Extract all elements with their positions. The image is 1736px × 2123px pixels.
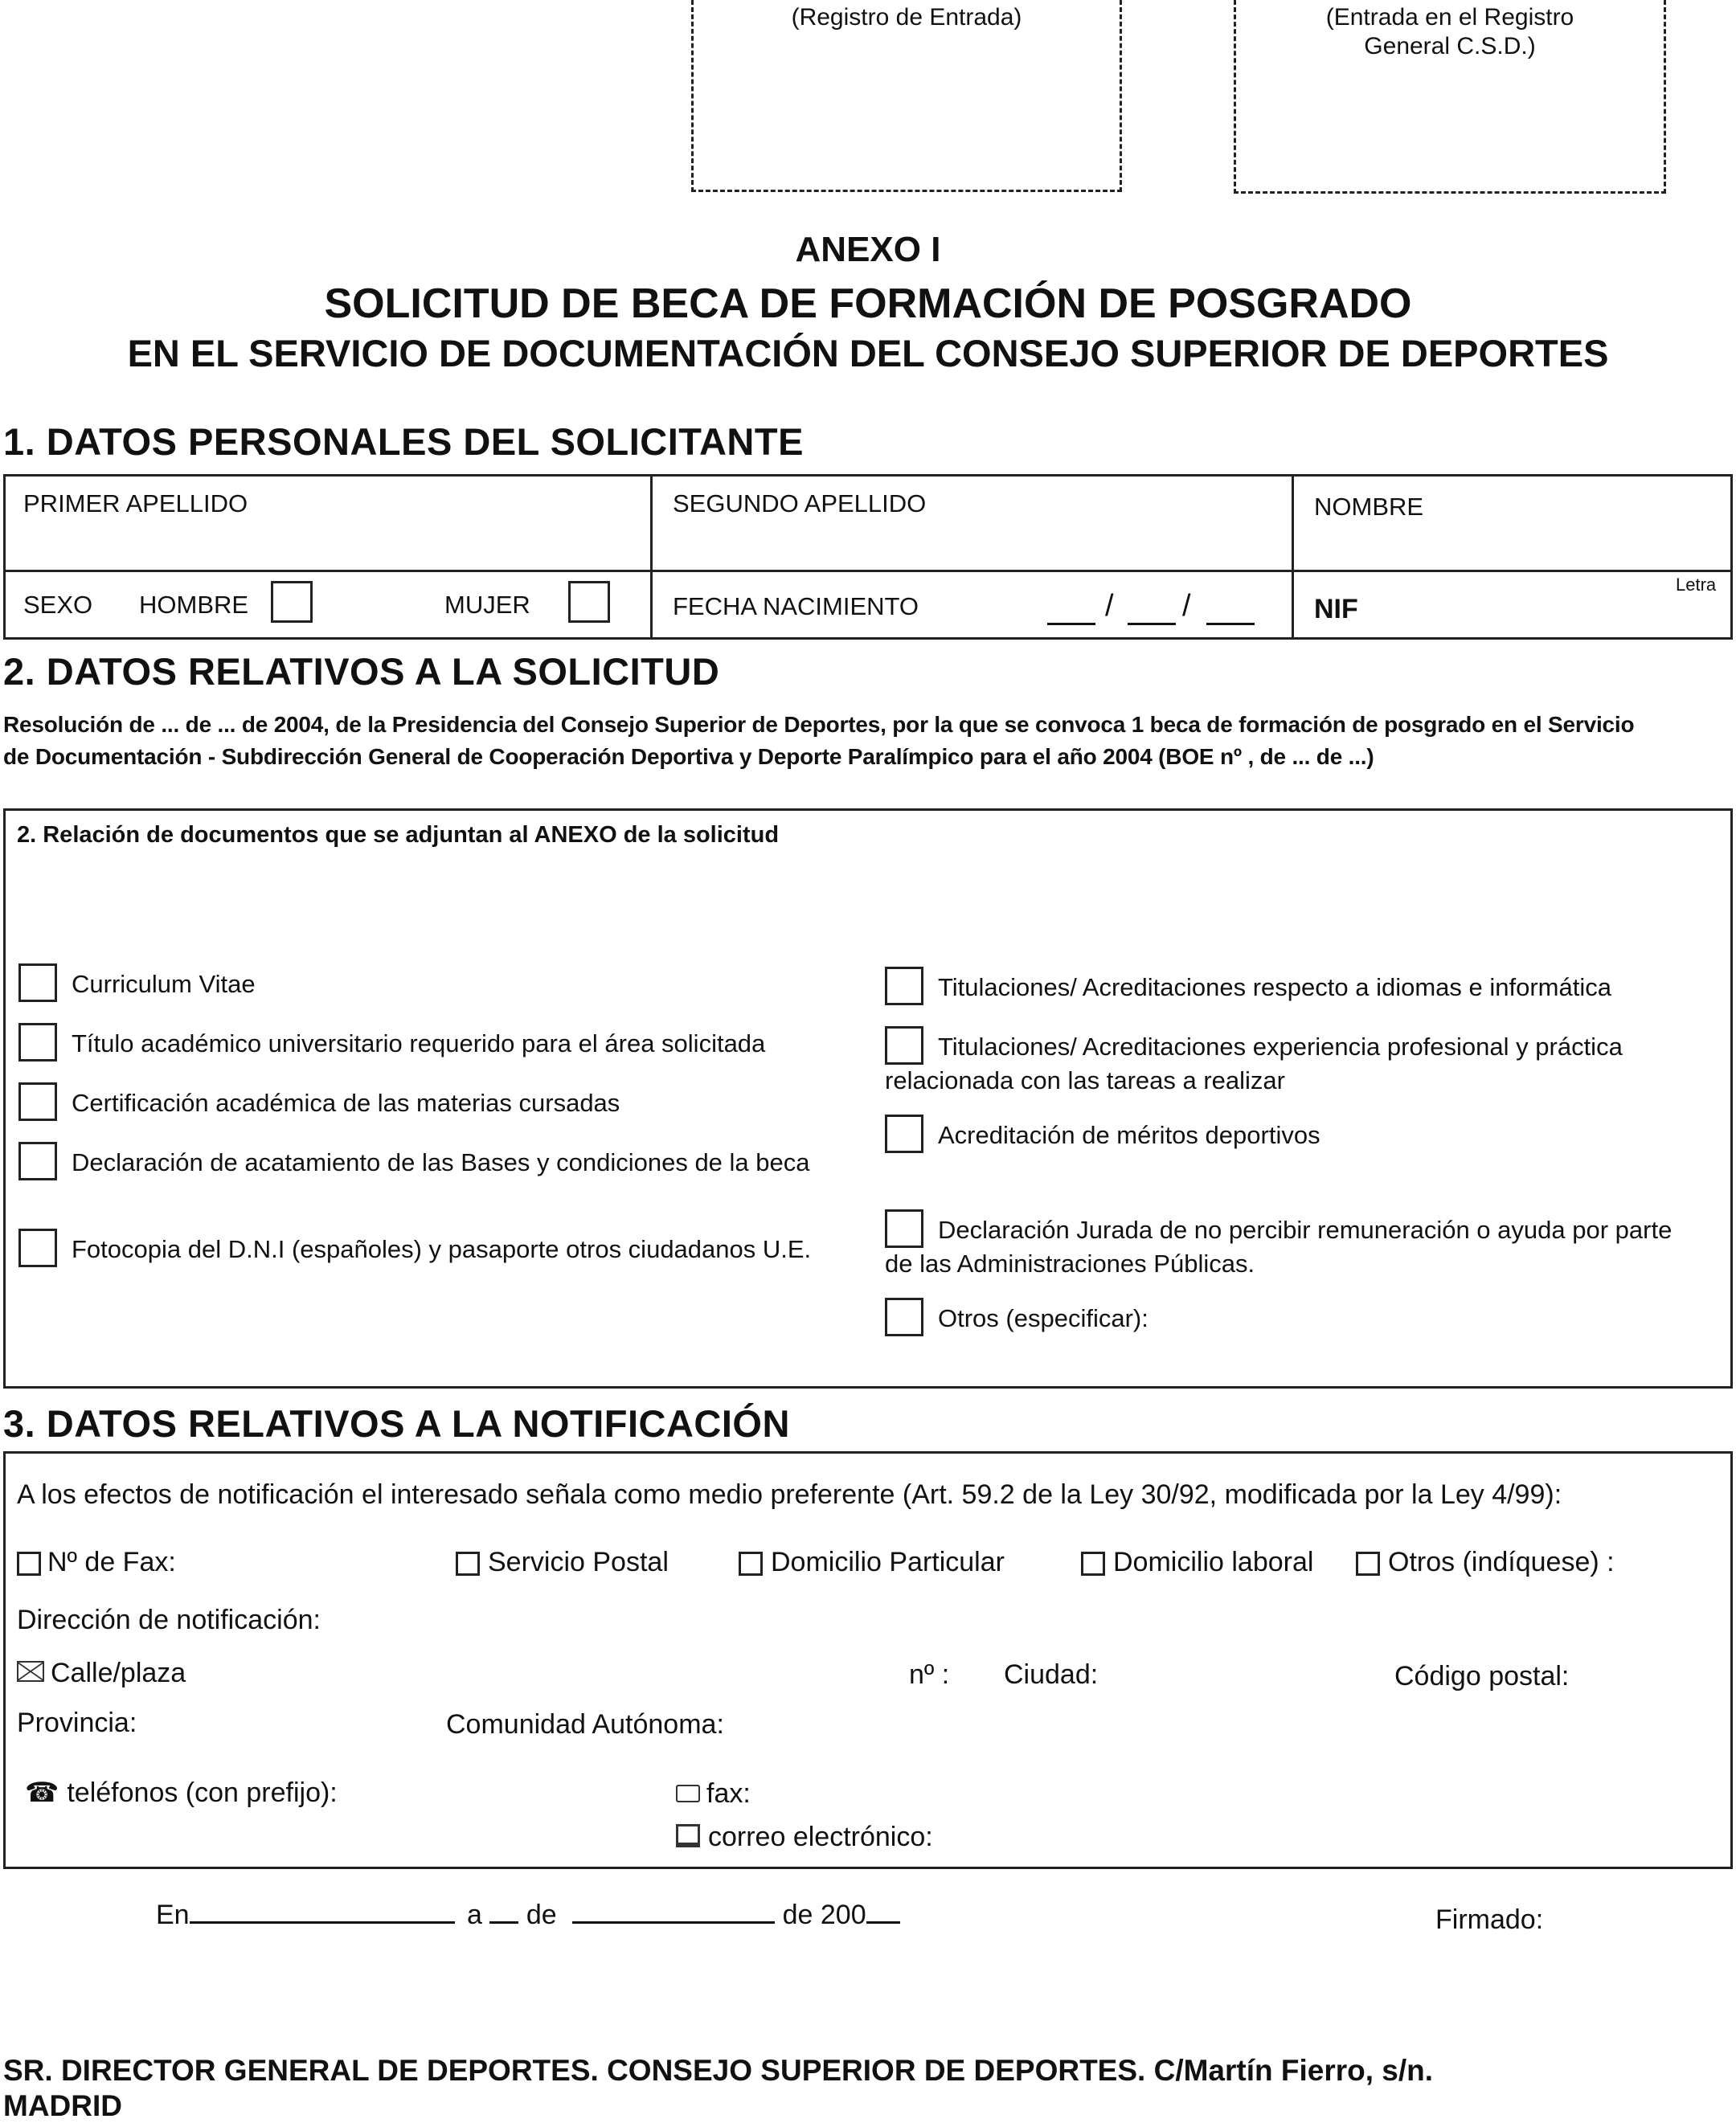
fecha-nacimiento-input[interactable] (1047, 584, 1256, 624)
checkbox[interactable] (739, 1552, 763, 1576)
doc-titulo-academico[interactable]: Título académico universitario requerido para el área solicitada (18, 1023, 862, 1062)
fax-icon (676, 1785, 700, 1802)
option-fax[interactable]: Nº de Fax: (17, 1547, 176, 1578)
doc-experiencia-profesional[interactable]: Titulaciones/ Acreditaciones experiencia profesional y práctica relacionada con las tareas a realizar (885, 1026, 1729, 1097)
anio-input[interactable] (866, 1918, 900, 1924)
doc-fotocopia-dni[interactable]: Fotocopia del D.N.I (españoles) y pasaporte otros ciudadanos U.E. (18, 1229, 822, 1267)
segundo-apellido-field[interactable]: SEGUNDO APELLIDO (673, 489, 927, 517)
hombre-checkbox[interactable] (271, 581, 313, 623)
phone-icon: ☎ (25, 1777, 59, 1808)
hombre-label: HOMBRE (139, 591, 249, 619)
comunidad-field[interactable]: Comunidad Autónoma: (446, 1709, 724, 1740)
calle-field[interactable]: Calle/plaza (17, 1658, 186, 1689)
documents-box-title: 2. Relación de documentos que se adjuntan al ANEXO de la solicitud (17, 822, 780, 848)
anexo-title: ANEXO I (795, 230, 941, 269)
mes-input[interactable] (572, 1918, 775, 1924)
personal-data-table (3, 474, 1733, 640)
telefonos-field[interactable]: ☎ teléfonos (con prefijo): (25, 1777, 338, 1808)
checkbox[interactable] (885, 1298, 923, 1336)
addressee-city: MADRID (3, 2089, 122, 2122)
a-label: a (467, 1900, 482, 1930)
de-label: de (526, 1900, 557, 1930)
form-subtitle: EN EL SERVICIO DE DOCUMENTACIÓN DEL CONSEJO SUPERIOR DE DEPORTES (127, 332, 1609, 374)
checkbox[interactable] (18, 1142, 57, 1180)
checkbox[interactable] (885, 1209, 923, 1248)
mujer-checkbox[interactable] (568, 581, 610, 623)
doc-otros[interactable]: Otros (especificar): (885, 1298, 1729, 1336)
doc-meritos-deportivos[interactable]: Acreditación de méritos deportivos (885, 1115, 1729, 1153)
dia-input[interactable] (489, 1918, 518, 1924)
primer-apellido-field[interactable]: PRIMER APELLIDO (23, 489, 248, 517)
doc-certificacion[interactable]: Certificación académica de las materias cursadas (18, 1082, 862, 1121)
provincia-field[interactable]: Provincia: (17, 1708, 137, 1738)
envelope-icon (17, 1661, 44, 1682)
option-domicilio-laboral[interactable]: Domicilio laboral (1081, 1547, 1313, 1578)
checkbox[interactable] (18, 1082, 57, 1121)
nif-field[interactable]: NIF (1314, 594, 1358, 624)
ciudad-field[interactable]: Ciudad: (1004, 1659, 1099, 1690)
lugar-input[interactable] (190, 1918, 455, 1924)
stamp-caption: (Entrada en el Registro General C.S.D.) (1325, 4, 1574, 59)
mujer-label: MUJER (444, 591, 530, 619)
de200-label: de 200 (782, 1900, 866, 1930)
doc-declaracion-acatamiento[interactable]: Declaración de acatamiento de las Bases y condiciones de la beca (18, 1142, 822, 1180)
checkbox[interactable] (18, 1023, 57, 1062)
option-servicio-postal[interactable]: Servicio Postal (456, 1547, 669, 1578)
codigo-postal-field[interactable]: Código postal: (1394, 1661, 1570, 1691)
option-domicilio-particular[interactable]: Domicilio Particular (739, 1547, 1005, 1578)
checkbox[interactable] (456, 1552, 480, 1576)
checkbox[interactable] (1356, 1552, 1380, 1576)
checkbox[interactable] (1081, 1552, 1105, 1576)
computer-icon (676, 1824, 700, 1847)
fax-field[interactable]: fax: (676, 1778, 751, 1810)
doc-curriculum[interactable]: Curriculum Vitae (18, 963, 862, 1002)
numero-field[interactable]: nº : (909, 1659, 950, 1690)
checkbox[interactable] (885, 1026, 923, 1065)
nombre-field[interactable]: NOMBRE (1314, 493, 1424, 521)
checkbox[interactable] (885, 1115, 923, 1153)
firmado-label: Firmado: (1435, 1904, 1544, 1935)
checkbox[interactable] (885, 967, 923, 1005)
notification-intro: A los efectos de notificación el interesado señala como medio preferente (Art. 59.2 de la Ley 30/92, modificada por la Ley 4/99): (17, 1479, 1562, 1510)
checkbox[interactable] (18, 963, 57, 1002)
notification-box (3, 1451, 1733, 1869)
signature-line (156, 1900, 900, 1931)
doc-declaracion-jurada[interactable]: Declaración Jurada de no percibir remuneración o ayuda por parte de las Administraciones Públicas. (885, 1209, 1705, 1280)
stamp-registro-general (1234, 0, 1666, 194)
section-1-heading: 1. DATOS PERSONALES DEL SOLICITANTE (3, 420, 804, 463)
section-3-heading: 3. DATOS RELATIVOS A LA NOTIFICACIÓN (3, 1402, 790, 1445)
direccion-label: Dirección de notificación: (17, 1605, 321, 1635)
correo-field[interactable]: correo electrónico: (676, 1822, 933, 1853)
sexo-label: SEXO (23, 591, 93, 619)
resolution-text: Resolución de ... de ... de 2004, de la Presidencia del Consejo Superior de Deportes, por la que se convoca 1 beca de formación de posgrado en el Servicio de Documentación - Subdirección General de Cooperación Deportiva y Deporte Paralímpico para el año 2004 (BOE nº , de ... de ...) (3, 712, 1635, 769)
form-title: SOLICITUD DE BECA DE FORMACIÓN DE POSGRADO (324, 280, 1412, 327)
doc-idiomas-informatica[interactable]: Titulaciones/ Acreditaciones respecto a idiomas e informática (885, 967, 1729, 1005)
option-otros[interactable]: Otros (indíquese) : (1356, 1547, 1615, 1578)
letra-label: Letra (1676, 575, 1717, 595)
checkbox[interactable] (17, 1552, 41, 1576)
documents-box (3, 808, 1733, 1389)
fecha-nacimiento-label: FECHA NACIMIENTO (673, 592, 919, 620)
date-separator: / (1105, 589, 1114, 623)
stamp-caption: (Registro de Entrada) (791, 4, 1022, 31)
stamp-registro-entrada (691, 0, 1122, 192)
addressee-line: SR. DIRECTOR GENERAL DE DEPORTES. CONSEJO SUPERIOR DE DEPORTES. C/Martín Fierro, s/n. (3, 2054, 1434, 2087)
checkbox[interactable] (18, 1229, 57, 1267)
en-label: En (156, 1900, 190, 1930)
date-separator: / (1182, 589, 1191, 623)
section-2-heading: 2. DATOS RELATIVOS A LA SOLICITUD (3, 650, 720, 693)
